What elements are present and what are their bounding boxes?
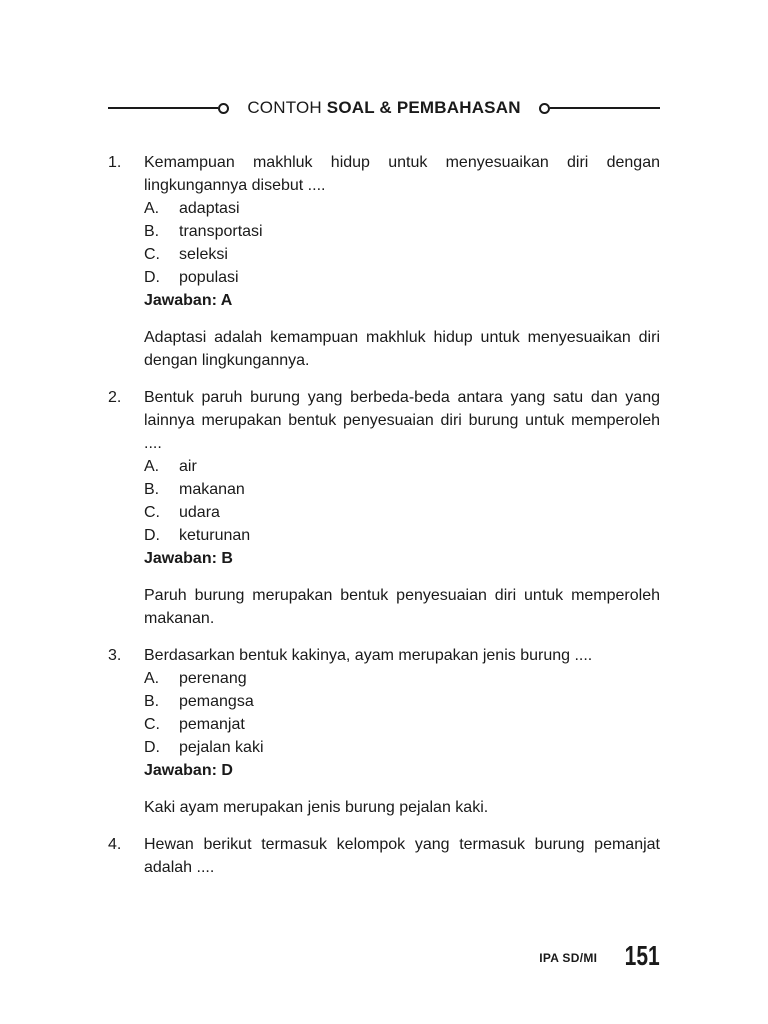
option-d — [144, 266, 660, 289]
question-4 — [108, 833, 660, 879]
option-b — [144, 690, 660, 713]
header-title — [247, 98, 520, 118]
option-text: adaptasi — [179, 200, 240, 217]
option-text: keturunan — [179, 527, 251, 544]
option-letter: D. — [144, 527, 160, 544]
option-b — [144, 478, 660, 501]
option-text: pemanjat — [179, 716, 245, 733]
option-text: perenang — [179, 670, 247, 687]
option-letter: B. — [144, 481, 160, 498]
option-letter: A. — [144, 670, 160, 687]
option-text: seleksi — [179, 246, 228, 263]
option-c — [144, 501, 660, 524]
question-2 — [108, 386, 660, 630]
page-number: 151 — [624, 940, 660, 971]
option-a — [144, 667, 660, 690]
option-b — [144, 220, 660, 243]
option-letter: B. — [144, 223, 160, 240]
header-rule-right — [550, 107, 660, 109]
question-text: Bentuk paruh burung yang berbeda-beda antara yang satu dan yang lainnya merupakan bentuk penyesuaian diri burung untuk memperoleh .... — [144, 389, 660, 452]
header-knob-left — [218, 103, 229, 114]
header-title-bold: SOAL & PEMBAHASAN — [326, 98, 521, 117]
section-header — [108, 96, 660, 120]
option-text: pemangsa — [179, 693, 254, 710]
option-letter: A. — [144, 200, 160, 217]
option-a — [144, 455, 660, 478]
option-letter: C. — [144, 716, 160, 733]
answer-key: Jawaban: A — [144, 292, 233, 309]
option-d — [144, 524, 660, 547]
explanation: Paruh burung merupakan bentuk penyesuaian diri untuk memperoleh makanan. — [144, 587, 660, 627]
option-text: pejalan kaki — [179, 739, 264, 756]
option-a — [144, 197, 660, 220]
option-letter: D. — [144, 739, 160, 756]
question-3 — [108, 644, 660, 819]
question-list — [108, 151, 660, 879]
question-number: 2. — [108, 389, 122, 406]
option-letter: A. — [144, 458, 160, 475]
option-letter: C. — [144, 246, 160, 263]
answer-key: Jawaban: D — [144, 762, 233, 779]
option-d — [144, 736, 660, 759]
answer-key: Jawaban: B — [144, 550, 233, 567]
question-number: 3. — [108, 647, 122, 664]
option-c — [144, 713, 660, 736]
option-text: transportasi — [179, 223, 263, 240]
option-c — [144, 243, 660, 266]
question-number: 4. — [108, 836, 122, 853]
option-text: populasi — [179, 269, 239, 286]
option-letter: C. — [144, 504, 160, 521]
option-text: udara — [179, 504, 220, 521]
option-letter: D. — [144, 269, 160, 286]
question-text: Berdasarkan bentuk kakinya, ayam merupakan jenis burung .... — [144, 647, 593, 664]
option-text: makanan — [179, 481, 245, 498]
header-rule-left — [108, 107, 218, 109]
header-title-light: CONTOH — [247, 98, 327, 117]
page-footer — [539, 936, 660, 970]
header-knob-right — [539, 103, 550, 114]
question-text: Kemampuan makhluk hidup untuk menyesuaikan diri dengan lingkungannya disebut .... — [144, 154, 660, 194]
question-1 — [108, 151, 660, 372]
option-text: air — [179, 458, 197, 475]
option-letter: B. — [144, 693, 160, 710]
question-text: Hewan berikut termasuk kelompok yang termasuk burung pemanjat adalah .... — [144, 836, 660, 876]
question-number: 1. — [108, 154, 122, 171]
explanation: Kaki ayam merupakan jenis burung pejalan kaki. — [144, 799, 489, 816]
book-title: IPA SD/MI — [539, 951, 598, 965]
explanation: Adaptasi adalah kemampuan makhluk hidup untuk menyesuaikan diri dengan lingkungannya. — [144, 329, 660, 369]
